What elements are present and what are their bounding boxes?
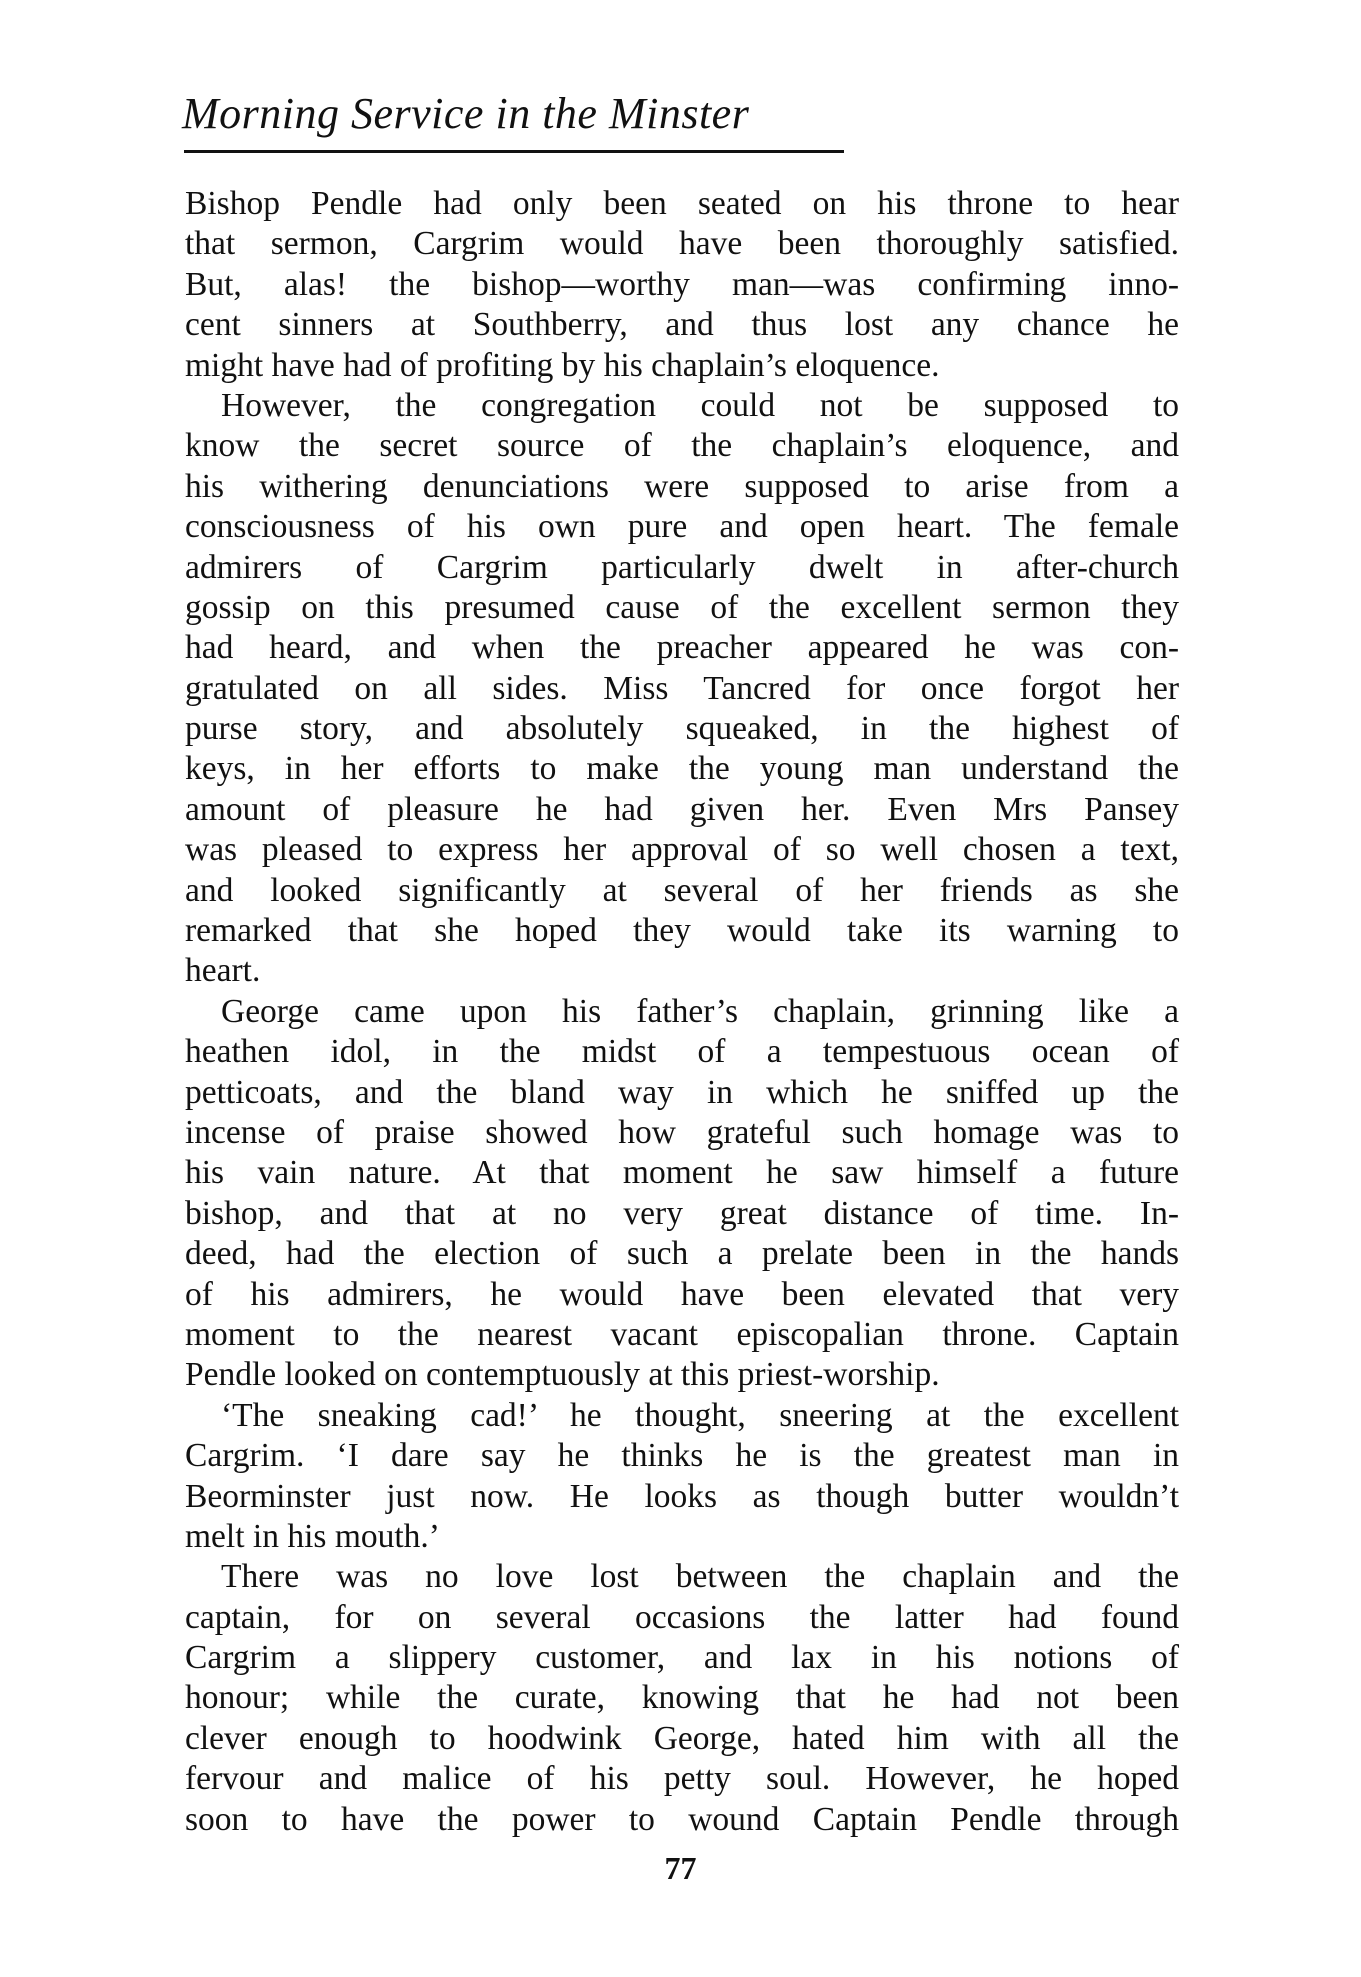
- text-line: and looked significantly at several of her friends as she: [185, 871, 1179, 909]
- text-line: heart.: [185, 952, 261, 990]
- text-line: purse story, and absolutely squeaked, in the highest of: [185, 710, 1179, 748]
- text-line: deed, had the election of such a prelate been in the hands: [185, 1235, 1179, 1273]
- text-line: Beorminster just now. He looks as though butter wouldn’t: [185, 1477, 1179, 1515]
- text-line: Pendle looked on contemptuously at this priest-worship.: [185, 1356, 940, 1394]
- text-line: cent sinners at Southberry, and thus lost any chance he: [185, 306, 1179, 344]
- text-line: Cargrim. ‘I dare say he thinks he is the greatest man in: [185, 1437, 1179, 1475]
- text-line: know the secret source of the chaplain’s eloquence, and: [185, 427, 1179, 465]
- text-line: There was no love lost between the chaplain and the: [221, 1558, 1179, 1596]
- text-line: ‘The sneaking cad!’ he thought, sneering at the excellent: [221, 1396, 1179, 1434]
- text-line: consciousness of his own pure and open heart. The female: [185, 508, 1179, 546]
- text-line: George came upon his father’s chaplain, grinning like a: [221, 992, 1179, 1030]
- text-line: Bishop Pendle had only been seated on his throne to hear: [185, 185, 1179, 222]
- text-line: was pleased to express her approval of so well chosen a text,: [185, 831, 1179, 869]
- body-text: [185, 184, 1179, 1840]
- page-number: 77: [664, 1850, 697, 1886]
- text-line: Cargrim a slippery customer, and lax in his notions of: [185, 1639, 1179, 1677]
- text-line: soon to have the power to wound Captain Pendle through: [185, 1800, 1179, 1838]
- text-line: bishop, and that at no very great distance of time. In-: [185, 1194, 1179, 1232]
- text-line: that sermon, Cargrim would have been thoroughly satisfied.: [185, 225, 1179, 263]
- text-line: gratulated on all sides. Miss Tancred for once forgot her: [185, 669, 1179, 707]
- text-line: his withering denunciations were supposed to arise from a: [185, 467, 1179, 505]
- text-line: However, the congregation could not be supposed to: [221, 386, 1179, 424]
- text-line: clever enough to hoodwink George, hated him with all the: [185, 1719, 1179, 1757]
- text-line: captain, for on several occasions the latter had found: [185, 1598, 1179, 1636]
- running-header-title: Morning Service in the Minster: [182, 89, 750, 138]
- text-line: his vain nature. At that moment he saw himself a future: [185, 1154, 1179, 1192]
- text-line: keys, in her efforts to make the young man understand the: [185, 750, 1179, 788]
- text-line: remarked that she hoped they would take its warning to: [185, 912, 1179, 950]
- text-line: gossip on this presumed cause of the excellent sermon they: [185, 588, 1179, 626]
- text-line: moment to the nearest vacant episcopalian throne. Captain: [185, 1315, 1179, 1353]
- text-line: honour; while the curate, knowing that he had not been: [185, 1679, 1179, 1717]
- text-line: incense of praise showed how grateful such homage was to: [185, 1113, 1179, 1151]
- header-rule: [184, 150, 844, 153]
- text-line: heathen idol, in the midst of a tempestuous ocean of: [185, 1033, 1179, 1071]
- text-line: had heard, and when the preacher appeared he was con-: [185, 629, 1179, 667]
- text-line: might have had of profiting by his chaplain’s eloquence.: [185, 346, 940, 384]
- text-line: petticoats, and the bland way in which he sniffed up the: [185, 1073, 1179, 1111]
- text-line: amount of pleasure he had given her. Even Mrs Pansey: [185, 790, 1179, 828]
- text-line: fervour and malice of his petty soul. However, he hoped: [185, 1760, 1179, 1798]
- text-line: melt in his mouth.’: [185, 1517, 440, 1555]
- text-line: of his admirers, he would have been elevated that very: [185, 1275, 1179, 1313]
- text-line: admirers of Cargrim particularly dwelt in after-church: [185, 548, 1179, 586]
- text-line: But, alas! the bishop—worthy man—was confirming inno-: [185, 265, 1179, 303]
